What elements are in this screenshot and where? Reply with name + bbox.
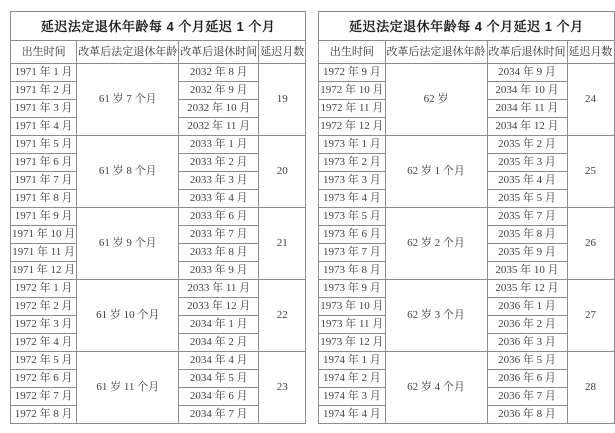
column-header-row <box>11 41 306 64</box>
retirement-age-cell: 62 岁 1 个月 <box>385 136 487 208</box>
birth-month-cell: 1972 年 8 月 <box>11 406 77 424</box>
birth-month-cell: 1971 年 11 月 <box>11 244 77 262</box>
delay-months-cell: 22 <box>259 280 306 352</box>
retire-month-cell: 2034 年 10 月 <box>487 82 567 100</box>
birth-month-cell: 1973 年 12 月 <box>319 334 385 352</box>
delay-months-cell: 27 <box>567 280 614 352</box>
birth-month-cell: 1971 年 2 月 <box>11 82 77 100</box>
birth-month-cell: 1972 年 7 月 <box>11 388 77 406</box>
retire-month-cell: 2033 年 8 月 <box>179 244 259 262</box>
table-row <box>11 208 306 226</box>
birth-month-cell: 1973 年 10 月 <box>319 298 385 316</box>
birth-month-cell: 1971 年 7 月 <box>11 172 77 190</box>
retire-month-cell: 2035 年 5 月 <box>487 190 567 208</box>
delay-table-left <box>10 11 306 424</box>
birth-month-cell: 1972 年 1 月 <box>11 280 77 298</box>
retire-month-cell: 2034 年 6 月 <box>179 388 259 406</box>
birth-month-cell: 1971 年 3 月 <box>11 100 77 118</box>
birth-month-cell: 1972 年 9 月 <box>319 64 385 82</box>
delay-months-cell: 23 <box>259 352 306 424</box>
birth-month-cell: 1973 年 3 月 <box>319 172 385 190</box>
column-header-2: 改革后退休时间 <box>487 41 567 64</box>
retire-month-cell: 2035 年 2 月 <box>487 136 567 154</box>
retire-month-cell: 2033 年 3 月 <box>179 172 259 190</box>
retirement-age-cell: 62 岁 <box>385 64 487 136</box>
retirement-age-cell: 61 岁 9 个月 <box>77 208 179 280</box>
delay-months-cell: 26 <box>567 208 614 280</box>
retire-month-cell: 2032 年 11 月 <box>179 118 259 136</box>
table-row <box>319 136 614 154</box>
table-title-row <box>11 12 306 41</box>
retire-month-cell: 2032 年 9 月 <box>179 82 259 100</box>
birth-month-cell: 1971 年 4 月 <box>11 118 77 136</box>
retire-month-cell: 2034 年 12 月 <box>487 118 567 136</box>
column-header-0: 出生时间 <box>11 41 77 64</box>
table-row <box>11 280 306 298</box>
table-title: 延迟法定退休年龄每 4 个月延迟 1 个月 <box>319 12 614 41</box>
column-header-row <box>319 41 614 64</box>
birth-month-cell: 1972 年 2 月 <box>11 298 77 316</box>
delay-months-cell: 19 <box>259 64 306 136</box>
retire-month-cell: 2033 年 4 月 <box>179 190 259 208</box>
retire-month-cell: 2033 年 9 月 <box>179 262 259 280</box>
birth-month-cell: 1972 年 12 月 <box>319 118 385 136</box>
retire-month-cell: 2036 年 6 月 <box>487 370 567 388</box>
table-row <box>319 64 614 82</box>
birth-month-cell: 1973 年 11 月 <box>319 316 385 334</box>
birth-month-cell: 1973 年 7 月 <box>319 244 385 262</box>
column-header-0: 出生时间 <box>319 41 385 64</box>
retire-month-cell: 2033 年 11 月 <box>179 280 259 298</box>
retire-month-cell: 2034 年 1 月 <box>179 316 259 334</box>
birth-month-cell: 1973 年 4 月 <box>319 190 385 208</box>
delay-months-cell: 28 <box>567 352 614 424</box>
retirement-age-cell: 61 岁 8 个月 <box>77 136 179 208</box>
retire-month-cell: 2034 年 9 月 <box>487 64 567 82</box>
retire-month-cell: 2035 年 10 月 <box>487 262 567 280</box>
birth-month-cell: 1972 年 10 月 <box>319 82 385 100</box>
birth-month-cell: 1974 年 3 月 <box>319 388 385 406</box>
delay-months-cell: 25 <box>567 136 614 208</box>
birth-month-cell: 1971 年 5 月 <box>11 136 77 154</box>
birth-month-cell: 1971 年 10 月 <box>11 226 77 244</box>
retire-month-cell: 2034 年 5 月 <box>179 370 259 388</box>
birth-month-cell: 1972 年 5 月 <box>11 352 77 370</box>
retire-month-cell: 2034 年 11 月 <box>487 100 567 118</box>
retirement-age-cell: 62 岁 3 个月 <box>385 280 487 352</box>
table-row <box>11 64 306 82</box>
retire-month-cell: 2033 年 1 月 <box>179 136 259 154</box>
birth-month-cell: 1973 年 8 月 <box>319 262 385 280</box>
retire-month-cell: 2033 年 7 月 <box>179 226 259 244</box>
column-header-3: 延迟月数 <box>259 41 306 64</box>
table-title-row <box>319 12 614 41</box>
birth-month-cell: 1971 年 6 月 <box>11 154 77 172</box>
birth-month-cell: 1972 年 4 月 <box>11 334 77 352</box>
retire-month-cell: 2033 年 2 月 <box>179 154 259 172</box>
column-header-1: 改革后法定退休年龄 <box>385 41 487 64</box>
delay-months-cell: 21 <box>259 208 306 280</box>
retire-month-cell: 2035 年 7 月 <box>487 208 567 226</box>
retire-month-cell: 2033 年 6 月 <box>179 208 259 226</box>
column-header-1: 改革后法定退休年龄 <box>77 41 179 64</box>
retirement-age-cell: 62 岁 2 个月 <box>385 208 487 280</box>
retire-month-cell: 2034 年 7 月 <box>179 406 259 424</box>
retire-month-cell: 2035 年 12 月 <box>487 280 567 298</box>
retire-month-cell: 2033 年 12 月 <box>179 298 259 316</box>
table-row <box>319 280 614 298</box>
table-row <box>319 352 614 370</box>
retire-month-cell: 2032 年 10 月 <box>179 100 259 118</box>
birth-month-cell: 1972 年 6 月 <box>11 370 77 388</box>
table-title: 延迟法定退休年龄每 4 个月延迟 1 个月 <box>11 12 306 41</box>
table-row <box>319 208 614 226</box>
retirement-age-cell: 61 岁 10 个月 <box>77 280 179 352</box>
retire-month-cell: 2032 年 8 月 <box>179 64 259 82</box>
birth-month-cell: 1971 年 8 月 <box>11 190 77 208</box>
table-row <box>11 136 306 154</box>
delay-table-right-body <box>319 12 614 424</box>
birth-month-cell: 1974 年 4 月 <box>319 406 385 424</box>
retire-month-cell: 2036 年 2 月 <box>487 316 567 334</box>
retire-month-cell: 2035 年 3 月 <box>487 154 567 172</box>
retire-month-cell: 2036 年 7 月 <box>487 388 567 406</box>
retirement-age-cell: 62 岁 4 个月 <box>385 352 487 424</box>
delay-months-cell: 20 <box>259 136 306 208</box>
birth-month-cell: 1972 年 11 月 <box>319 100 385 118</box>
retire-month-cell: 2035 年 8 月 <box>487 226 567 244</box>
delay-table-left-body <box>11 12 306 424</box>
delay-months-cell: 24 <box>567 64 614 136</box>
retire-month-cell: 2036 年 1 月 <box>487 298 567 316</box>
birth-month-cell: 1973 年 1 月 <box>319 136 385 154</box>
retirement-age-cell: 61 岁 7 个月 <box>77 64 179 136</box>
birth-month-cell: 1973 年 9 月 <box>319 280 385 298</box>
column-header-2: 改革后退休时间 <box>179 41 259 64</box>
birth-month-cell: 1973 年 2 月 <box>319 154 385 172</box>
birth-month-cell: 1974 年 2 月 <box>319 370 385 388</box>
birth-month-cell: 1974 年 1 月 <box>319 352 385 370</box>
birth-month-cell: 1973 年 6 月 <box>319 226 385 244</box>
retire-month-cell: 2035 年 9 月 <box>487 244 567 262</box>
retire-month-cell: 2036 年 3 月 <box>487 334 567 352</box>
retire-month-cell: 2035 年 4 月 <box>487 172 567 190</box>
retire-month-cell: 2036 年 8 月 <box>487 406 567 424</box>
retire-month-cell: 2034 年 4 月 <box>179 352 259 370</box>
column-header-3: 延迟月数 <box>567 41 614 64</box>
birth-month-cell: 1971 年 1 月 <box>11 64 77 82</box>
retire-month-cell: 2036 年 5 月 <box>487 352 567 370</box>
retirement-age-cell: 61 岁 11 个月 <box>77 352 179 424</box>
birth-month-cell: 1971 年 9 月 <box>11 208 77 226</box>
birth-month-cell: 1973 年 5 月 <box>319 208 385 226</box>
table-row <box>11 352 306 370</box>
birth-month-cell: 1972 年 3 月 <box>11 316 77 334</box>
birth-month-cell: 1971 年 12 月 <box>11 262 77 280</box>
delay-table-right <box>318 11 614 424</box>
retire-month-cell: 2034 年 2 月 <box>179 334 259 352</box>
